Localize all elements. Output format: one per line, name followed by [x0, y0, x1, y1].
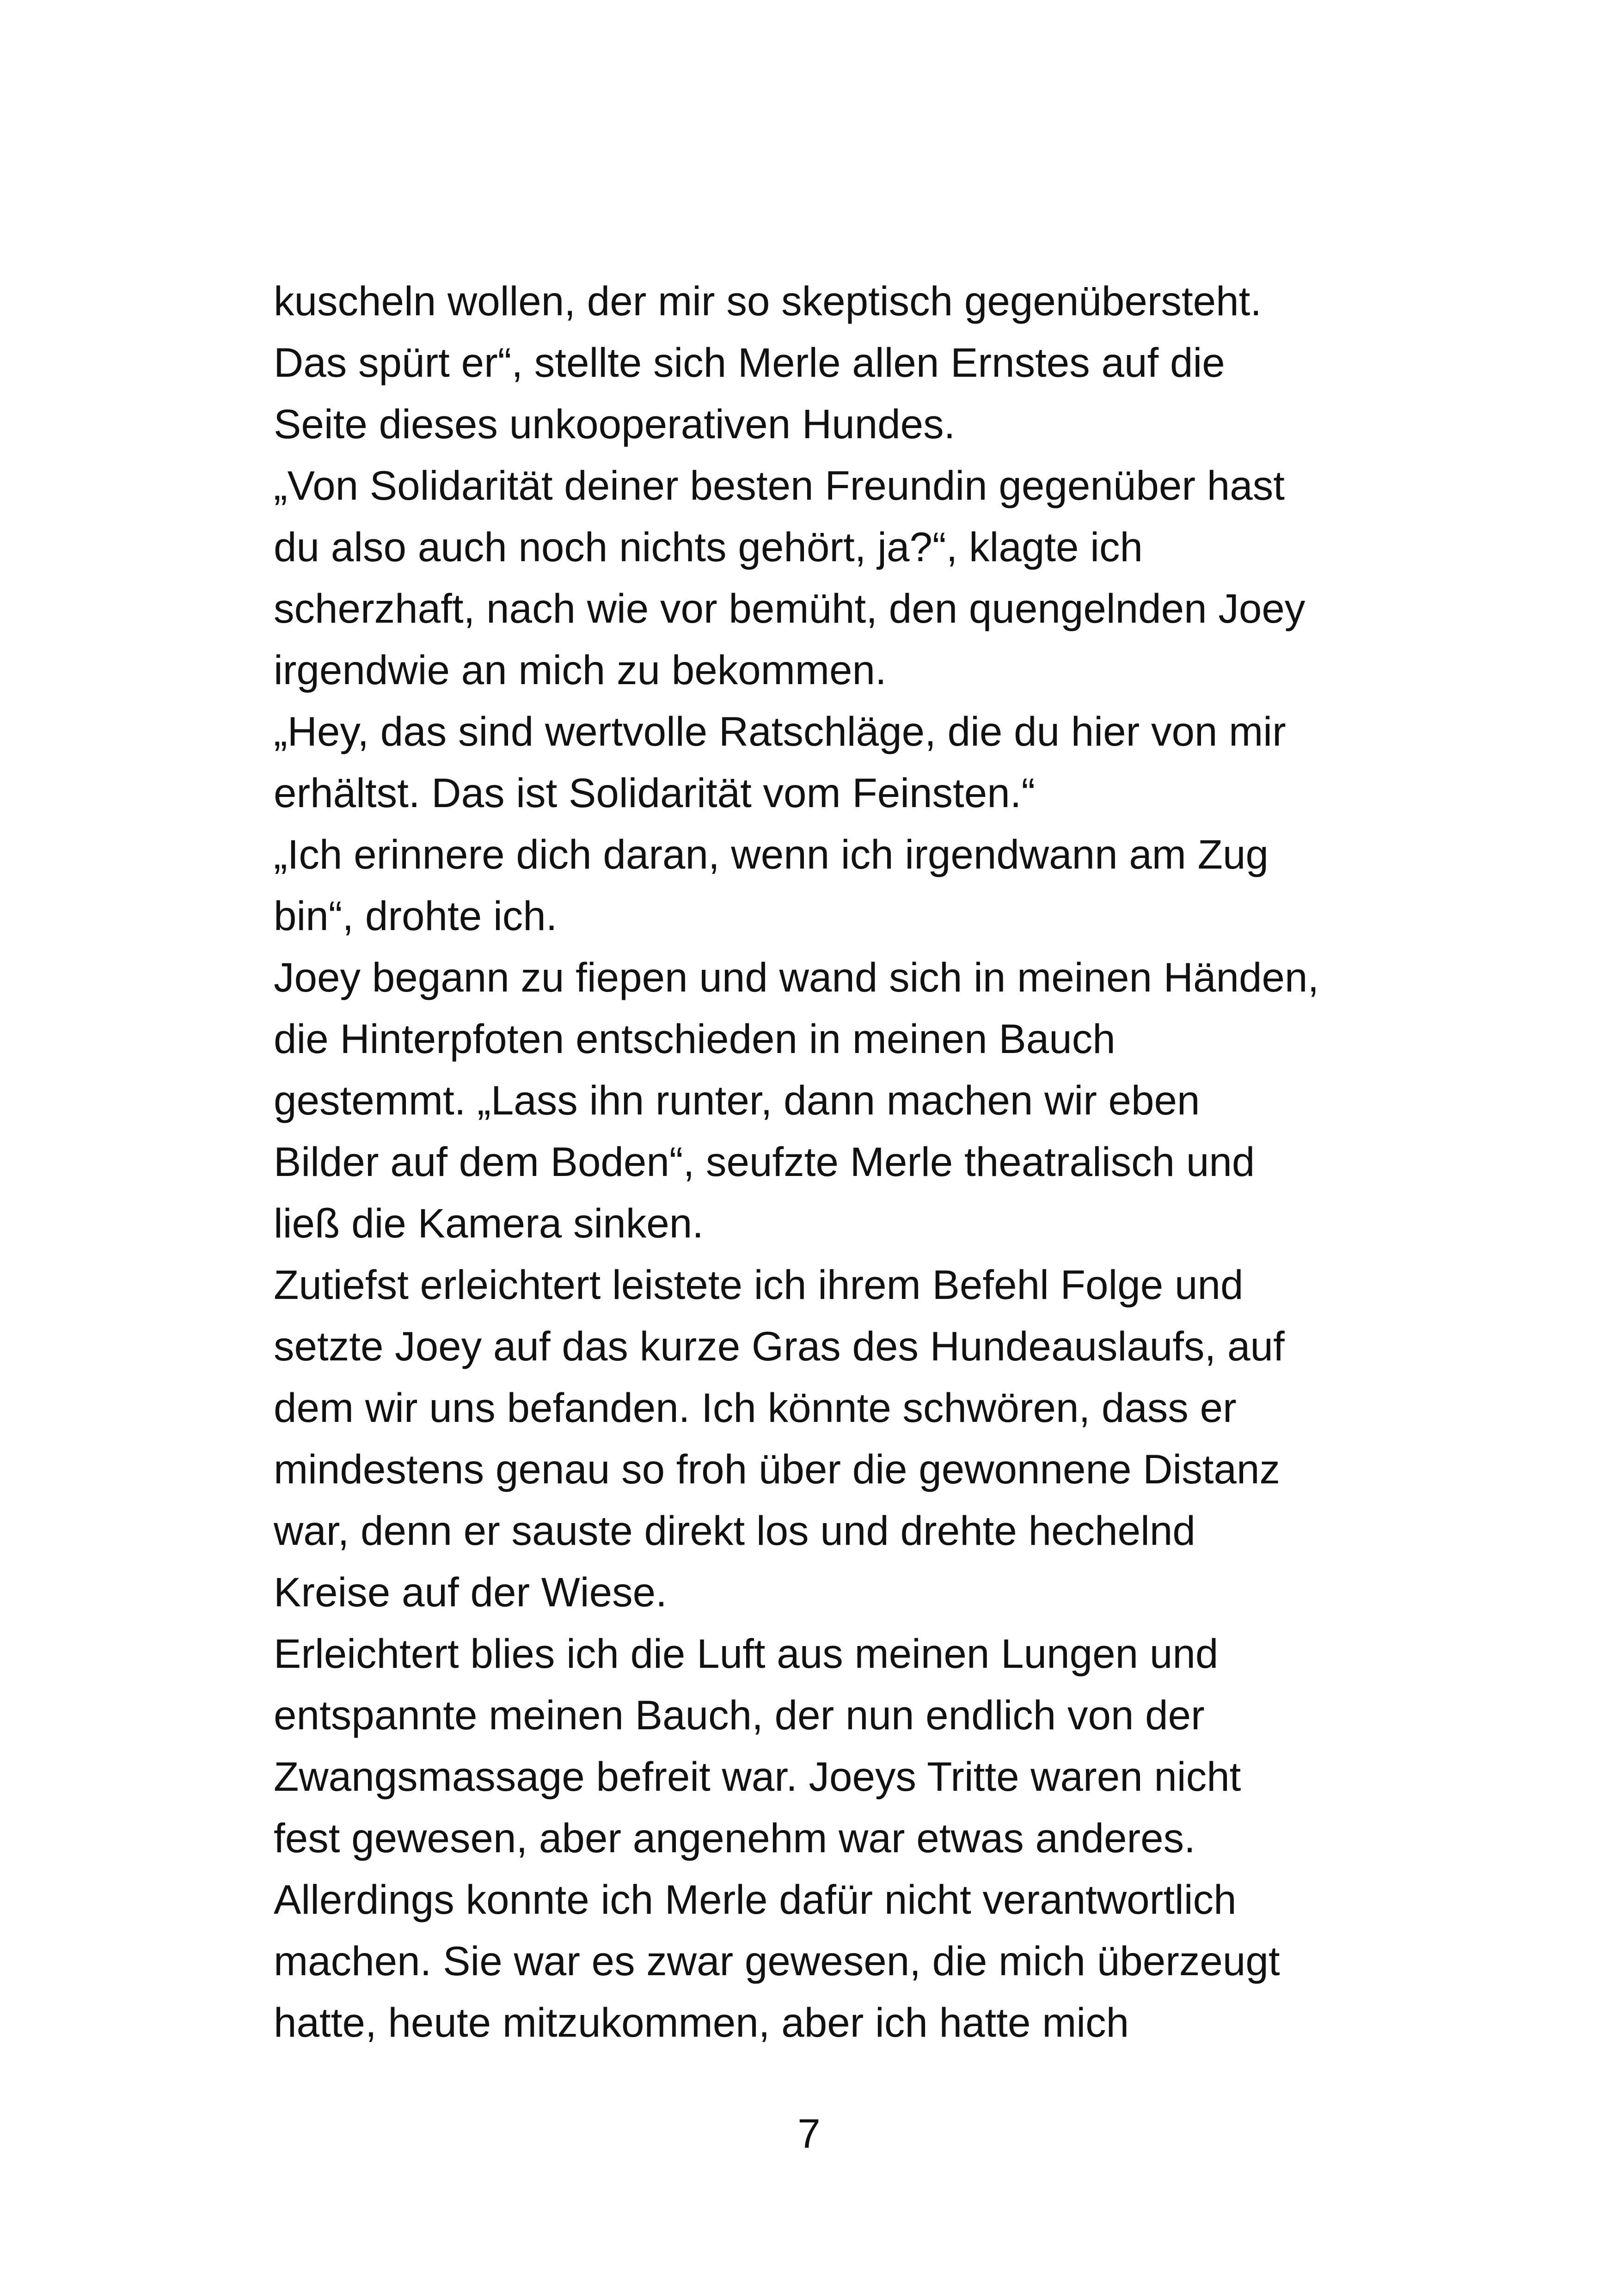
text-line: irgendwie an mich zu bekommen. [274, 647, 887, 693]
text-line: machen. Sie war es zwar gewesen, die mich überzeugt [274, 1938, 1280, 1984]
text-line: entspannte meinen Bauch, der nun endlich von der [274, 1692, 1205, 1738]
text-line: Zwangsmassage befreit war. Joeys Tritte waren nicht [274, 1753, 1241, 1800]
page-number: 7 [797, 2110, 821, 2156]
text-line: Kreise auf der Wiese. [274, 1569, 667, 1615]
text-line: Allerdings konnte ich Merle dafür nicht verantwortlich [274, 1876, 1237, 1923]
text-line: gestemmt. „Lass ihn runter, dann machen wir eben [274, 1077, 1200, 1123]
text-line: du also auch noch nichts gehört, ja?“, klagte ich [274, 524, 1143, 570]
text-line: „Hey, das sind wertvolle Ratschläge, die du hier von mir [274, 708, 1286, 754]
text-line: Seite dieses unkooperativen Hundes. [274, 401, 956, 447]
text-line: Das spürt er“, stellte sich Merle allen Ernstes auf die [274, 339, 1225, 386]
text-line: kuscheln wollen, der mir so skeptisch gegenübersteht. [274, 278, 1262, 324]
text-line: fest gewesen, aber angenehm war etwas anderes. [274, 1815, 1195, 1861]
text-line: hatte, heute mitzukommen, aber ich hatte mich [274, 1999, 1129, 2045]
text-line: mindestens genau so froh über die gewonnene Distanz [274, 1446, 1280, 1492]
text-line: die Hinterpfoten entschieden in meinen Bauch [274, 1016, 1115, 1062]
text-line: setzte Joey auf das kurze Gras des Hundeauslaufs, auf [274, 1323, 1285, 1369]
text-line: „Von Solidarität deiner besten Freundin gegenüber hast [274, 462, 1285, 508]
text-line: Zutiefst erleichtert leistete ich ihrem Befehl Folge und [274, 1261, 1244, 1308]
text-line: Bilder auf dem Boden“, seufzte Merle theatralisch und [274, 1139, 1255, 1185]
text-line: bin“, drohte ich. [274, 893, 558, 939]
text-line: dem wir uns befanden. Ich könnte schwören, dass er [274, 1384, 1237, 1431]
text-line: Erleichtert blies ich die Luft aus meinen Lungen und [274, 1630, 1219, 1677]
text-line: ließ die Kamera sinken. [274, 1200, 704, 1246]
text-line: scherzhaft, nach wie vor bemüht, den quengelnden Joey [274, 585, 1305, 631]
text-line: Joey begann zu fiepen und wand sich in meinen Händen, [274, 954, 1319, 1000]
text-line: „Ich erinnere dich daran, wenn ich irgendwann am Zug [274, 831, 1269, 877]
text-line: war, denn er sauste direkt los und drehte hechelnd [274, 1507, 1195, 1554]
body-text [274, 270, 1374, 2053]
text-line: erhältst. Das ist Solidarität vom Feinsten.“ [274, 770, 1036, 816]
